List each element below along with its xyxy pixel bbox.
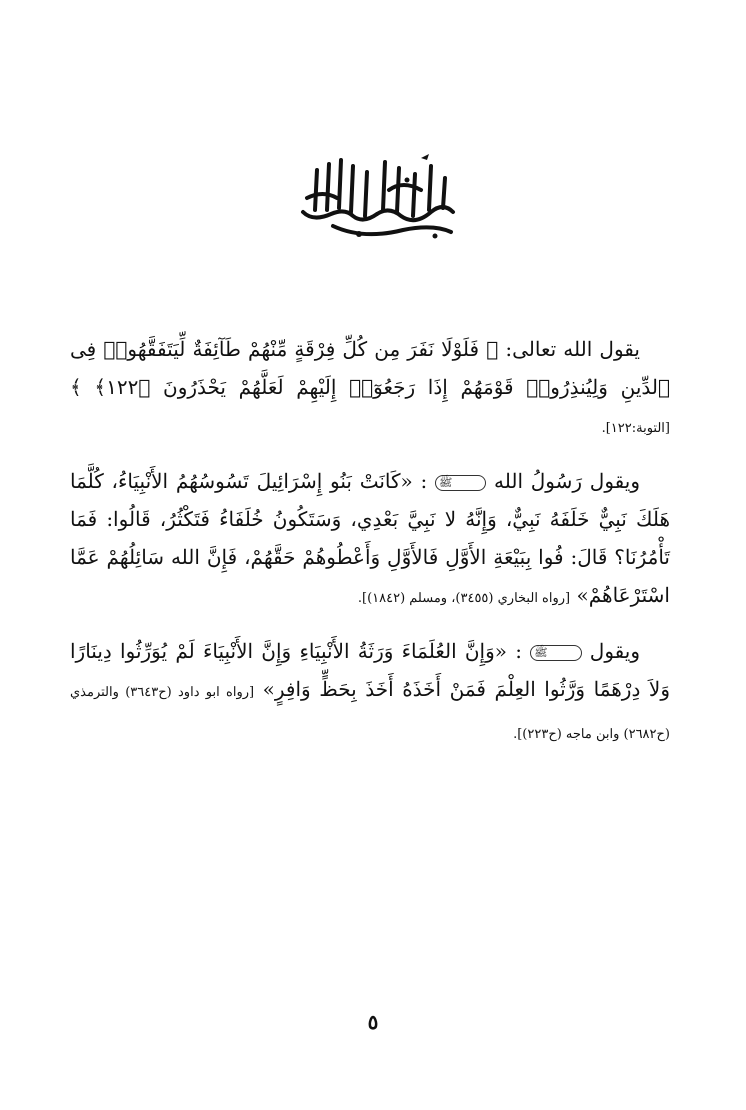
quran-quote: ﴿ فَلَوْلَا نَفَرَ مِن كُلِّ فِرْقَةٍ مِّنْهُمْ طَآئِفَةٌ لِّيَتَفَقَّهُوا۟ فِى ٱلدِّينِ وَلِيُنذِرُوا۟ قَوْمَهُمْ إِذَا رَجَعُوٓا۟ إِلَيْهِمْ لَعَلَّهُمْ يَحْذَرُونَ ﴿١٢٢﴾ ﴾ [70,337,670,399]
hadith-reference: [رواه البخاري (٣٤٥٥)، ومسلم (١٨٤٢)]. [357,591,571,606]
paragraph-lead: ويقول [589,639,641,663]
main-text [70,330,670,768]
paragraph-lead: يقول الله تعالى: [505,337,640,361]
honorific-saw-icon: ﷺ [530,645,581,661]
hadith-quote: : «كَانَتْ بَنُو إِسْرَائِيلَ تَسُوسُهُمُ الأَنْبِيَاءُ، كُلَّمَا هَلَكَ نَبِيٌّ خَلَفَهُ نَبِيٌّ، وَإِنَّهُ لا نَبِيَّ بَعْدِي، وَسَتَكُونُ خُلَفَاءُ فَتَكْثُرُ، قَالُوا: فَمَا تَأْمُرُنَا؟ قَالَ: فُوا بِبَيْعَةِ الأَوَّلِ فَالأَوَّلِ وَأَعْطُوهُمْ حَقَّهُمْ، فَإِنَّ الله سَائِلُهُمْ عَمَّا اسْتَرْعَاهُمْ» [70,469,670,607]
paragraph-hadith-bani-israil [70,462,670,618]
basmala-calligraphy [293,150,463,245]
page-number: ٥ [367,1010,379,1034]
hadith-reference: [رواه ابو داود (ح٣٦٤٣) والترمذي (ح٢٦٨٢) وابن ماجه (ح٢٢٣)]. [70,685,670,742]
paragraph-hadith-ulama [70,632,670,754]
paragraph-quran-verse [70,330,670,448]
paragraph-lead: ويقول رَسُولُ الله [494,469,640,493]
hadith-quote: : «وَإِنَّ العُلَمَاءَ وَرَثَةُ الأَنْبِيَاءِ وَإِنَّ الأَنْبِيَاءَ لَمْ يُوَرِّثُوا دِينَارًا وَلاَ دِرْهَمًا وَرَّثُوا العِلْمَ فَمَنْ أَخَذَهُ أَخَذَ بِحَظٍّ وَافِرٍ» [70,639,670,701]
honorific-saw-icon: ﷺ [435,475,486,491]
basmala-calligraphy-icon [293,150,463,245]
quran-reference: [التوبة:١٢٢]. [601,421,670,436]
